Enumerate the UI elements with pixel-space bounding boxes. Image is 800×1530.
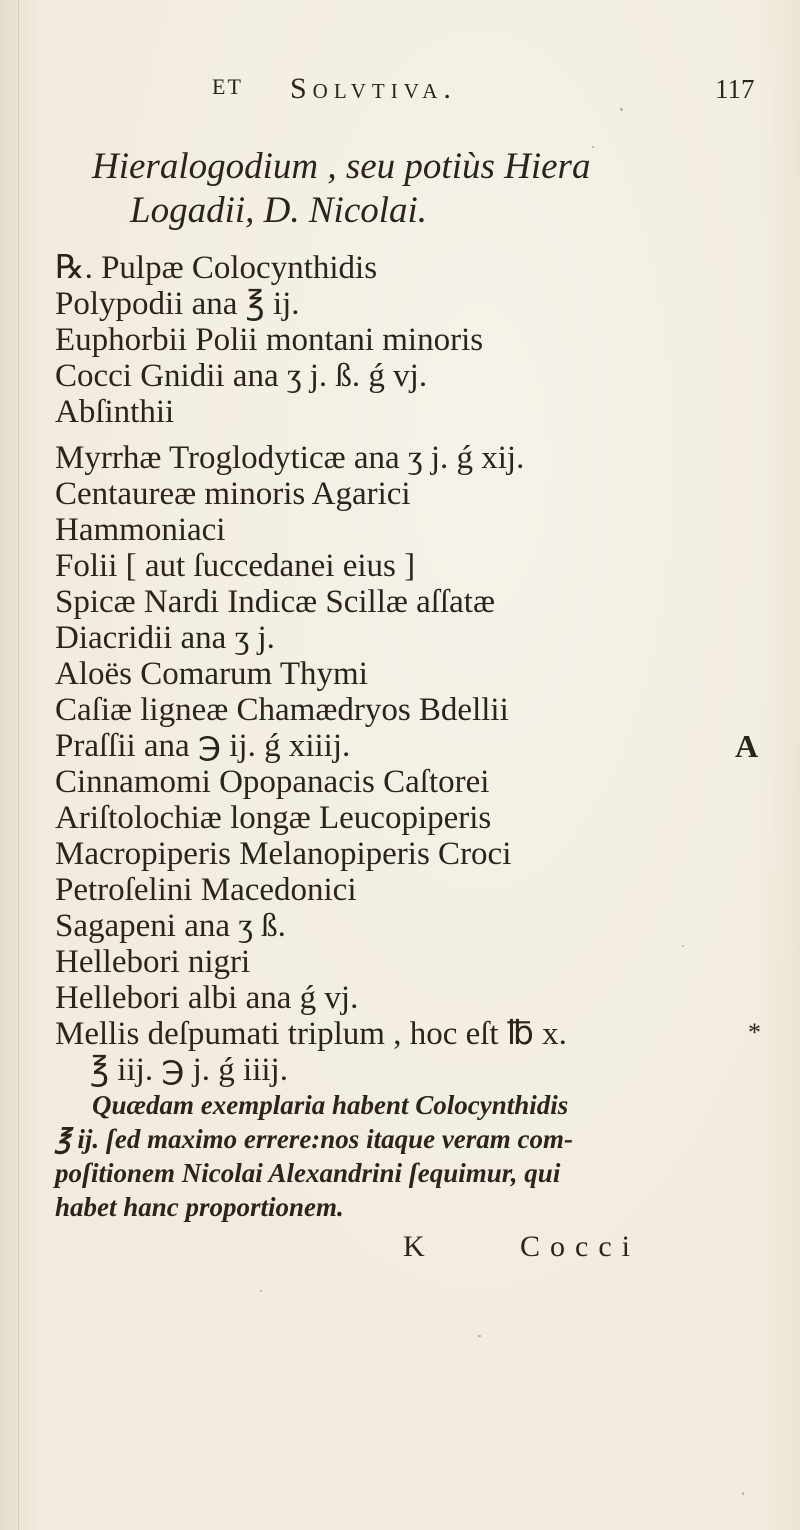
signature-mark: K [403, 1230, 425, 1263]
ink-speck [478, 1335, 481, 1337]
running-title: Solvtiva. [290, 72, 457, 105]
recipe-line: Folii [ aut ſuccedanei eius ] [55, 548, 416, 584]
recipe-line: Myrrhæ Troglodyticæ ana ʒ j. ǵ xij. [55, 440, 525, 476]
recipe-line: Euphorbii Polii montani minoris [55, 322, 484, 358]
recipe-line: Hellebori albi ana ǵ vj. [55, 980, 359, 1016]
margin-asterisk: * [748, 1018, 761, 1047]
recipe-line: Polypodii ana ℥ ij. [55, 286, 300, 322]
note-line: habet hanc proportionem. [55, 1192, 344, 1222]
ink-speck [682, 945, 684, 947]
margin-letter: A [735, 728, 759, 764]
ink-speck [592, 146, 594, 148]
recipe-line: Centaureæ minoris Agarici [55, 476, 411, 512]
recipe-line: Aloës Comarum Thymi [55, 656, 368, 692]
recipe-line: Macropiperis Melanopiperis Croci [55, 836, 512, 872]
recipe-line: Sagapeni ana ʒ ß. [55, 908, 286, 944]
ink-speck [742, 1492, 744, 1495]
recipe-line: Ariſtolochiæ longæ Leucopiperis [55, 800, 492, 836]
recipe-line: Hellebori nigri [55, 944, 251, 980]
recipe-line: Mellis deſpumati triplum , hoc eſt ℔ x. [55, 1016, 567, 1052]
page-number: 117 [715, 74, 755, 104]
catchword: Cocci [520, 1230, 640, 1263]
page-gutter-line [18, 0, 19, 1530]
recipe-title-line-2: Logadii, D. Nicolai. [130, 190, 428, 231]
running-header [0, 72, 800, 112]
recipe-line: Caſiæ ligneæ Chamædryos Bdellii [55, 692, 509, 728]
recipe-line: Abſinthii [55, 394, 175, 430]
ink-speck [260, 1290, 262, 1292]
header-prefix: ET [212, 74, 243, 99]
note-line: ℥ ij. ſed maximo errere:nos itaque veram com- [55, 1124, 574, 1154]
recipe-line: Cocci Gnidii ana ʒ j. ß. ǵ vj. [55, 358, 428, 394]
note-line: Quædam exemplaria habent Colocynthidis [92, 1090, 569, 1120]
recipe-title-line-1: Hieralogodium , seu potiùs Hiera [92, 146, 591, 187]
recipe-line: Spicæ Nardi Indicæ Scillæ aſſatæ [55, 584, 495, 620]
recipe-line: ℥ iij. ℈ j. ǵ iiij. [90, 1052, 288, 1088]
recipe-line: Petroſelini Macedonici [55, 872, 357, 908]
recipe-line: Hammoniaci [55, 512, 226, 548]
note-line: poſitionem Nicolai Alexandrini ſequimur, qui [55, 1158, 561, 1188]
ink-speck [620, 108, 623, 111]
recipe-line: Praſſii ana ℈ ij. ǵ xiiij. [55, 728, 351, 764]
recipe-line: Cinnamomi Opopanacis Caſtorei [55, 764, 490, 800]
recipe-line: Diacridii ana ʒ j. [55, 620, 275, 656]
recipe-line: ℞. Pulpæ Colocynthidis [55, 250, 378, 286]
